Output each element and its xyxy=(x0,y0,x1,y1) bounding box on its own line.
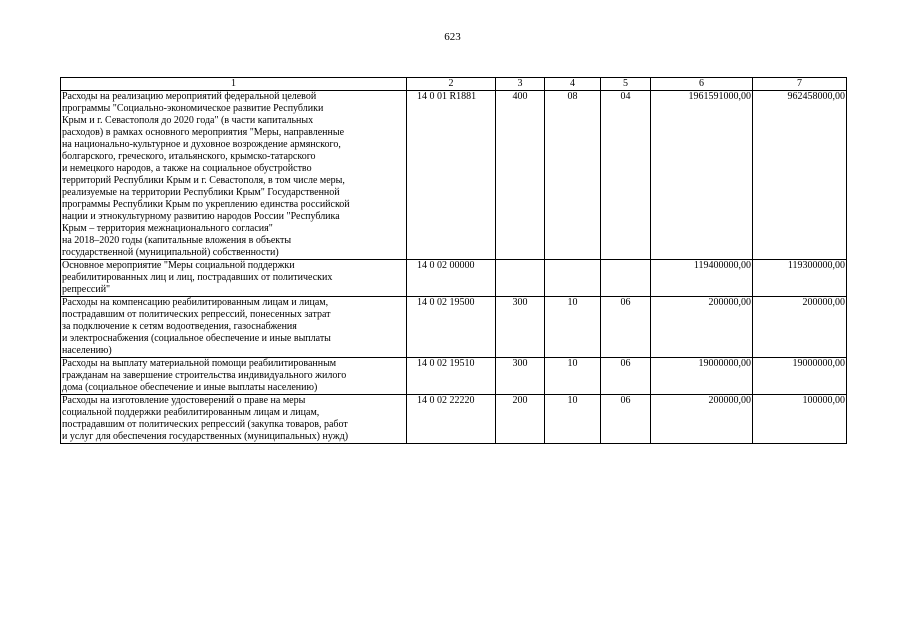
row-amount-col6: 1961591000,00 xyxy=(651,91,753,260)
row-col5 xyxy=(601,260,651,297)
row-col3: 300 xyxy=(496,358,545,395)
row-amount-col7: 19000000,00 xyxy=(753,358,847,395)
row-code: 14 0 02 19500 xyxy=(407,297,496,358)
table-row xyxy=(61,91,847,260)
column-header: 4 xyxy=(545,78,601,91)
column-header: 2 xyxy=(407,78,496,91)
column-header: 3 xyxy=(496,78,545,91)
row-code: 14 0 02 00000 xyxy=(407,260,496,297)
row-description: Расходы на выплату материальной помощи реабилитированным гражданам на завершение строительства индивидуального жилого дома (социальное обеспечение и иные выплаты населению) xyxy=(61,358,407,395)
row-col5: 06 xyxy=(601,358,651,395)
column-header: 6 xyxy=(651,78,753,91)
row-description: Расходы на реализацию мероприятий федеральной целевой программы "Социально-экономическое развитие Республики Крым и г. Севастополя до 2020 года" (в части капитальных расходов) в рамках основного мероприятия "Меры, направленные на национально-культурное и духовное возрождение армянского, болгарского, греческого, итальянского, крымско-татарского и немецкого народов, а также на социальное обустройство территорий Республики Крым и г. Севастополя, в том числе меры, реализуемые на территории Республики Крым" Государственной программы Республики Крым по укреплению единства российской нации и этнокультурному развитию народов России "Республика Крым – территория межнационального согласия" на 2018–2020 годы (капитальные вложения в объекты государственной (муниципальной) собственности) xyxy=(61,91,407,260)
row-amount-col6: 119400000,00 xyxy=(651,260,753,297)
row-amount-col6: 19000000,00 xyxy=(651,358,753,395)
row-col3: 200 xyxy=(496,395,545,444)
row-amount-col7: 962458000,00 xyxy=(753,91,847,260)
row-code: 14 0 01 R1881 xyxy=(407,91,496,260)
table-row xyxy=(61,260,847,297)
page-number: 623 xyxy=(444,31,461,43)
row-description: Основное мероприятие "Меры социальной поддержки реабилитированных лиц и лиц, пострадавших от политических репрессий" xyxy=(61,260,407,297)
column-header: 1 xyxy=(61,78,407,91)
row-amount-col6: 200000,00 xyxy=(651,297,753,358)
row-col4: 10 xyxy=(545,395,601,444)
column-header: 5 xyxy=(601,78,651,91)
row-col5: 06 xyxy=(601,297,651,358)
row-amount-col6: 200000,00 xyxy=(651,395,753,444)
table-row xyxy=(61,395,847,444)
row-col4: 08 xyxy=(545,91,601,260)
table-row xyxy=(61,358,847,395)
row-amount-col7: 200000,00 xyxy=(753,297,847,358)
table-row xyxy=(61,297,847,358)
row-col5: 04 xyxy=(601,91,651,260)
row-description: Расходы на компенсацию реабилитированным лицам и лицам, пострадавшим от политических репрессий, понесенных затрат за подключение к сетям водоотведения, газоснабжения и электроснабжения (социальное обеспечение и иные выплаты населению) xyxy=(61,297,407,358)
row-col3: 300 xyxy=(496,297,545,358)
row-col3: 400 xyxy=(496,91,545,260)
row-code: 14 0 02 22220 xyxy=(407,395,496,444)
row-amount-col7: 119300000,00 xyxy=(753,260,847,297)
column-header: 7 xyxy=(753,78,847,91)
row-col4: 10 xyxy=(545,297,601,358)
row-col3 xyxy=(496,260,545,297)
table-header-row xyxy=(61,78,847,91)
row-col4 xyxy=(545,260,601,297)
row-description: Расходы на изготовление удостоверений о праве на меры социальной поддержки реабилитированным лицам и лицам, пострадавшим от политических репрессий (закупка товаров, работ и услуг для обеспечения государственных (муниципальных) нужд) xyxy=(61,395,407,444)
row-code: 14 0 02 19510 xyxy=(407,358,496,395)
row-col4: 10 xyxy=(545,358,601,395)
row-col5: 06 xyxy=(601,395,651,444)
row-amount-col7: 100000,00 xyxy=(753,395,847,444)
budget-table xyxy=(60,77,847,444)
